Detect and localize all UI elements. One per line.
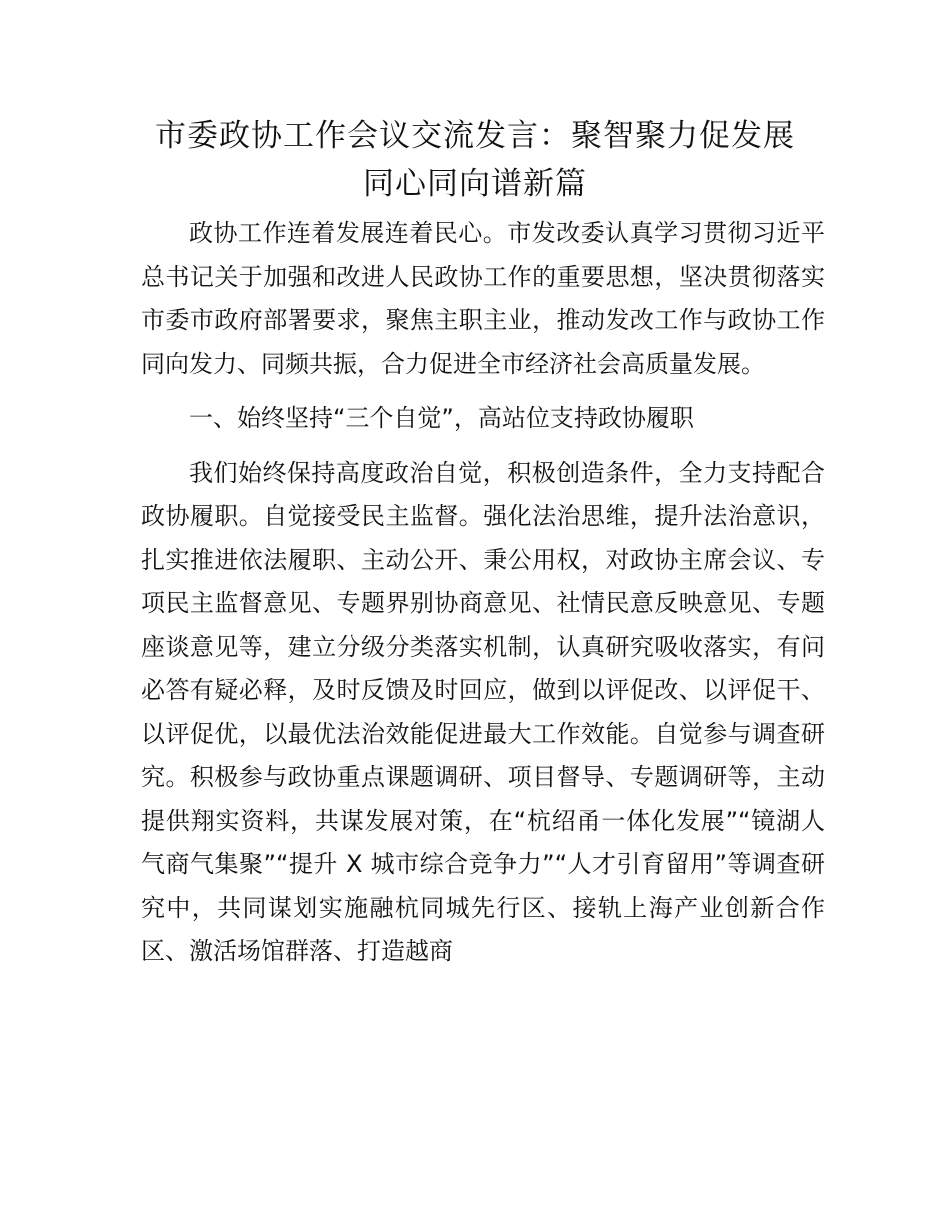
title-line-2: 同心同向谱新篇: [363, 166, 587, 202]
paragraph-intro: 政协工作连着发展连着民心。市发改委认真学习贯彻习近平总书记关于加强和改进人民政协工作的重要思想，坚决贯彻落实市委市政府部署要求，聚焦主职主业，推动发改工作与政协工作同向发力、同频共振，合力促进全市经济社会高质量发展。: [141, 219, 825, 378]
section-heading-1: 一、始终坚持“三个自觉”，高站位支持政协履职: [189, 404, 694, 432]
document-title: [0, 112, 950, 208]
document-body: [141, 212, 825, 985]
paragraph-section-1: 我们始终保持高度政治自觉，积极创造条件，全力支持配合政协履职。自觉接受民主监督。强化法治思维，提升法治意识，扎实推进依法履职、主动公开、秉公用权，对政协主席会议、专项民主监督意见、专题界别协商意见、社情民意反映意见、专题座谈意见等，建立分级分类落实机制，认真研究吸收落实，有问必答有疑必释，及时反馈及时回应，做到以评促改、以评促干、以评促优，以最优法治效能促进最大工作效能。自觉参与调查研究。积极参与政协重点课题调研、项目督导、专题调研等，主动提供翔实资料，共谋发展对策，在“杭绍甬一体化发展”“镜湖人气商气集聚”“提升 X 城市综合竞争力”“人才引育留用”等调查研究中，共同谋划实施融杭同城先行区、接轨上海产业创新合作区、激活场馆群落、打造越商: [141, 458, 825, 965]
title-line-1: 市委政协工作会议交流发言：聚智聚力促发展: [155, 118, 795, 154]
